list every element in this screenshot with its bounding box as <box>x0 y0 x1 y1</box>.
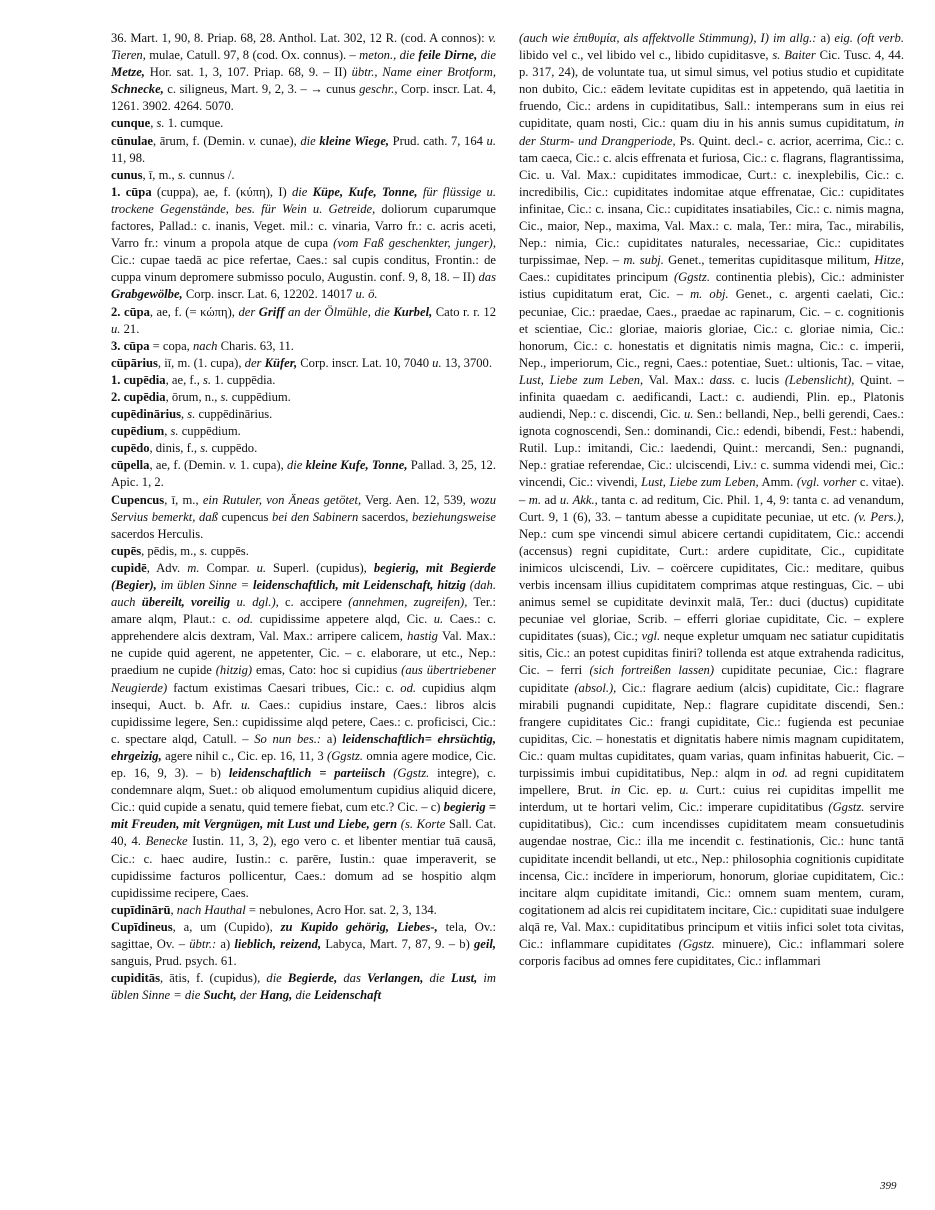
entry-gloss: die <box>300 133 320 148</box>
entry-gloss: (hitzig) <box>215 663 253 678</box>
entry-text: Compar. <box>199 560 257 575</box>
entry-gloss: (auch wie ἐπιθυμία, als affektvolle Stimmung), I) im allg.: <box>519 31 817 45</box>
dictionary-entry <box>111 560 496 902</box>
entry-text: tanta c. ad reditum, Cic. Phil. 1, 4, 9: tanta c. ad venandum, Curt. 9, 1 (6), 33. – tantum abesse a cupiditate pecuniae, ut etc. <box>519 492 904 524</box>
entry-gloss: die <box>286 458 306 473</box>
entry-text: , ōrum, n., <box>165 389 221 404</box>
entry-gloss: (dah. auch <box>111 578 496 610</box>
entry-gloss: Griff <box>258 304 285 319</box>
entry-gloss: für flüssige u. trockene Gegenstände, bes. für Wein u. Getreide, <box>111 184 497 216</box>
entry-gloss: u. <box>679 783 689 798</box>
entry-gloss: die <box>291 184 313 199</box>
entry-gloss: Leidenschaft <box>314 988 382 1003</box>
entry-text: cuppēdium. <box>228 389 291 404</box>
entry-gloss: ein Rutuler, von Äneas getötet, <box>202 492 362 507</box>
entry-gloss: v. <box>248 133 257 148</box>
entry-gloss: nach Hauthal <box>176 902 246 917</box>
entry-gloss: s. <box>156 116 165 131</box>
entry-text: Labyca, Mart. 7, 87, 9. – b) <box>321 936 474 951</box>
entry-text: , Adv. <box>146 560 188 575</box>
entry-gloss: leidenschaftlich = parteiisch <box>228 766 386 781</box>
entry-text: 1. cumque. <box>164 116 224 131</box>
dictionary-entry <box>111 184 496 304</box>
entry-gloss: Sucht, <box>203 988 237 1003</box>
entry-gloss: m. obj. <box>690 287 729 302</box>
entry-text: cupidius alqm insequi, Auct. b. Afr. <box>111 680 497 712</box>
entry-text: Caes.: c. apprehendere alcis dextram, Val. Max.: arripere calicem, <box>111 612 496 644</box>
entry-text: Hor. sat. 1, 3, 107. Priap. 68, 9. – II) <box>144 65 352 80</box>
entry-text: Cic. Tusc. 4, 44. p. 317, 24), de voluntate tua, ut simul simus, vel potius studio et cupiditate non dubito, Cic.: eādem levitate cupiditas est in appetendo, quā laetitia in fruendo, Cic.: ardens in cupiditatibus, Sall.: intemperans sum in eius rei cupiditate, quam nosti, Cic.: quam diu in his annis sumus cupiditatum, <box>519 48 904 131</box>
entry-text: = copa, <box>149 338 193 353</box>
entry-headword: Cupīdineus <box>111 919 173 934</box>
entry-gloss: kleine Wiege, <box>319 133 390 148</box>
entry-text: Verg. Aen. 12, 539, <box>361 492 471 507</box>
entry-text: Genet., temeritas cupiditasque militum, <box>663 253 875 268</box>
entry-gloss: Küpe, Kufe, Tonne, <box>312 184 418 199</box>
entry-gloss: die <box>292 988 315 1003</box>
entry-headword: cupēdium <box>111 424 165 439</box>
entry-gloss: Hitze, <box>874 253 904 268</box>
entry-gloss: s. <box>199 543 208 558</box>
entry-text: cunnus /. <box>185 167 235 182</box>
entry-text: Cic. ep. <box>620 783 680 798</box>
entry-gloss: Begierde, <box>287 971 338 986</box>
entry-text: Corp. inscr. Lat. 10, 7040 <box>297 355 433 370</box>
dictionary-entry <box>111 372 496 389</box>
entry-text: Iustin. 11, 3, 2), ego vero c. et libenter mentiar tuā causā, Cic.: c. haec audire, Iustin.: c. parēre, Iustin.: quae imperaverit, se cupidissime facturos pollicentur, Caes.: domum ad se hospitio alqm cupidissime recipere, Caes. <box>111 834 496 900</box>
entry-gloss: begierig, mit Begierde (Begier), <box>111 560 496 592</box>
entry-text: Cic.: flagrare aedium (alcis) cupiditate, Cic.: flagrare mirabili pugnandi cupiditate, Nep.: flagrare cupiditate discendi, Sen.: frangere cupiditates Cic.: frangi cupiditate, Cic.: fugienda est pecuniae cupiditas, Cic. – honestatis et dignitatis habere nimis magnam cupiditatem, Cic.: quam multas cupiditates, quam varias, quam infinitas habuerit, Cic. – turpissimis imbui cupiditatibus, Nep.: alqm in <box>519 680 904 781</box>
entry-text: Corp. inscr. Lat. 6, 12202. 14017 <box>182 287 356 302</box>
entry-text: (cuppa), ae, f. (κύπη), I) <box>151 184 292 199</box>
entry-text: mulae, Catull. 97, 8 (cod. Ox. connus). – <box>145 48 360 63</box>
entry-text: , ae, f. (Demin. <box>149 458 229 473</box>
entry-headword: cupiditās <box>111 971 160 986</box>
entry-headword: cunque <box>111 116 151 131</box>
entry-text: , ārum, f. (Demin. <box>153 133 249 148</box>
entry-gloss: (v. Pers.), <box>854 509 904 524</box>
entry-text: omnia agere modice, Cic. ep. 16, 9, 3). – b) <box>111 748 497 781</box>
entry-headword: Cupencus <box>111 492 165 507</box>
entry-headword: cupēs <box>111 543 142 558</box>
entry-gloss: od. <box>400 680 417 695</box>
entry-text: , <box>150 116 157 131</box>
entry-text: , dinis, f., <box>149 441 201 456</box>
entry-text: , ī, m., <box>142 167 178 182</box>
entry-text: Prud. cath. 7, 164 <box>389 133 487 148</box>
entry-gloss: die <box>423 971 452 986</box>
entry-text: tela, Ov.: sagittae, Ov. – <box>111 919 496 951</box>
entry-text: c. lucis <box>735 372 785 387</box>
entry-gloss: beziehungsweise <box>412 509 496 524</box>
entry-headword: 1. cūpa <box>111 184 152 199</box>
entry-text: 1. cupa), <box>236 458 287 473</box>
entry-text: cuppēdium. <box>178 424 241 439</box>
entry-text: doliorum cuparumque factores, Pallad.: c. inanis, Veget. mil.: c. vinaria, Varro fr.: c. acris aceti, Varro fr.: vinum a propola atque de cupa <box>111 201 496 251</box>
entry-text: cupencus <box>217 509 273 524</box>
entry-gloss: in der Sturm- und Drangperiode, <box>519 116 904 148</box>
entry-gloss: Benecke <box>145 834 188 849</box>
entry-headword: 1. cupēdia <box>111 372 166 387</box>
entry-gloss: m. <box>187 560 200 575</box>
entry-gloss: Kurbel, <box>393 304 433 319</box>
entry-gloss: m. subj. <box>623 253 664 268</box>
entry-gloss: (Ggstz. <box>678 936 715 951</box>
entry-text: minuere), Cic.: inflammari solere corporis facibus ad omnes fere cupiditates, Cic.: inflammari <box>519 936 905 969</box>
dictionary-entry <box>519 30 904 970</box>
entry-text: c. accipere <box>278 595 349 610</box>
entry-text: a) <box>816 31 835 45</box>
dictionary-entry <box>111 440 496 457</box>
entry-gloss: nach <box>192 338 218 353</box>
entry-gloss: s. <box>177 167 186 182</box>
entry-gloss: übtr., Name einer Brotform, <box>351 65 496 80</box>
entry-text: , <box>164 424 171 439</box>
entry-gloss: So nun bes.: <box>254 731 322 746</box>
entry-gloss: übereilt, voreilig <box>141 595 231 610</box>
entry-headword: cunus <box>111 167 143 182</box>
entry-gloss: s. <box>187 407 196 422</box>
entry-gloss: u. <box>486 133 496 148</box>
entry-gloss: (s. Korte <box>397 817 446 832</box>
dictionary-entry <box>111 492 496 543</box>
entry-gloss: (Ggstz. <box>673 270 710 285</box>
entry-text: Nep.: cum spe vincendi simul abicere certandi cupiditatem, Cic.: accendi (accensus) regni cupiditate, Curt.: ardere cupiditate, Cic., cupiditate inimicos ulciscendi, Liv. – coërcere cupiditates, Cic.: meditare, quibus verbis incensam illius cupiditatem comprimas atque restinguas, Cic. – ubi animus semel se cupiditate devinxit malā, Ter.: duci (ductus) cupiditate pecuniae vel gloriae, Scrib. – efferri gloriae cupiditate, Cic. – explere cupiditates (suas), Cic.; <box>519 526 904 644</box>
entry-gloss: die <box>266 971 288 986</box>
entry-gloss: (annehmen, zugreifen), <box>348 595 468 610</box>
entry-text: Cato r. r. 12 <box>432 304 497 319</box>
entry-gloss: Hang, <box>259 988 293 1003</box>
entry-text: cuppēdinārius. <box>195 407 273 422</box>
entry-text: , <box>181 407 188 422</box>
entry-gloss: Lust, <box>451 971 478 986</box>
dictionary-entry <box>111 133 496 167</box>
entry-gloss: im üblen Sinne = die <box>111 971 497 1003</box>
entry-gloss: u. <box>433 612 444 627</box>
entry-gloss: vgl. <box>641 629 661 644</box>
entry-text: Ps. Quint. decl.- c. acrior, acerrima, Cic.: c. tam caeca, Cic.: c. alcis effrenata et furiosa, Cic.: c. flagrans, flagrantissima, Cic. u. Val. Max.: cupiditates immodicae, Curt.: c. inexplebilis, Cic.: c. incredibilis, Cic.: cupiditates indomitae atque effrenatae, Cic.: cupiditates infinitae, Cic.: c. insana, Cic.: cupiditates insatiabiles, Cic.: c. nimis magna, Cic., maior, Nep., maxima, Val. Max.: c. mala, Ter.: mira, Tac., mirabilis, Nep.: nimia, Cic.: cupiditates naturales, necessariae, Cic.: cupiditates turpissimae, Nep. – <box>519 133 904 268</box>
entry-text: Genet., c. argenti caelati, Cic.: pecuniae, Cic.: praedae, Caes., praedae ac rapinarum, Cic. – c. cognitionis et scientiae, Cic.: gloriae, maioris gloriae, Cic.: c. gloriae nimia, Cic.: honorum, Cic.: c. honestatis et dignitatis nimis magna, Cic.: c. imperii, Nep., imperiorum, Cic., regni, Caes.: potentiae, Suet.: ultionis, Tac. – vitae, <box>519 287 904 370</box>
entry-gloss: Küfer, <box>264 355 298 370</box>
entry-text: , pēdis, m., <box>141 543 200 558</box>
entry-headword: cūnulae <box>111 133 153 148</box>
entry-gloss: dass. <box>709 372 736 387</box>
entry-text: cuppēdo. <box>208 441 258 456</box>
entry-gloss: im üblen Sinne = <box>156 578 253 592</box>
entry-text: , ae, f. (= κώπη), <box>149 304 239 319</box>
entry-gloss: (absol.), <box>574 680 617 695</box>
right-column <box>519 30 904 970</box>
dictionary-entry <box>111 389 496 406</box>
entry-headword: cupēdo <box>111 441 150 456</box>
entry-headword: 3. cūpa <box>111 338 150 353</box>
left-column <box>111 30 496 1004</box>
entry-text: , <box>170 902 177 917</box>
entry-gloss: das <box>478 270 496 285</box>
entry-text: agere nihil c., Cic. ep. 16, 11, 3 <box>161 748 328 763</box>
entry-text: Curt.: cuius rei cupiditas impellit me interdum, ut te hortari velim, Cic.: imperare cupiditatibus <box>519 783 904 815</box>
entry-gloss: s. <box>200 441 209 456</box>
entry-gloss: die <box>477 48 496 63</box>
entry-headword: 2. cupēdia <box>111 389 166 404</box>
dictionary-entry <box>111 457 496 491</box>
entry-text: servire cupiditatibus), Cic.: cum incendisses cupiditatem meam consuetudinis augendae nostrae, Cic.: illa me incendit c. festinationis, Cic.: hunc tantā cupiditate incendit bellandi, ut etc., Nep.: philosophia cognitionis cupiditate incensa, Cic.: incīdere in imperiorum, honorum, gloriae cupiditatem, Cic.: incitare alqm cupiditate imitandi, Cic.: omnem suam mentem, curam, cogitationem ad alcis rei cupiditatem incitare, Cic.: cupiditati suae indulgere alqā re, Val. Max.: cupiditatibus principum et vitiis infici solet tota civitas, Cic.: inflammare cupiditates <box>519 800 905 951</box>
dictionary-entry <box>111 167 496 184</box>
entry-gloss: Grabgewölbe, <box>111 287 183 302</box>
entry-text: Val. Max.: ne cupide quid agerent, ne appetenter, Cic. – c. elaborare, ut etc., Nep.: praedium ne cupide <box>111 629 496 678</box>
entry-text: Superl. (cupidus), <box>266 560 374 575</box>
entry-text: Pallad. 3, 25, 12. Apic. 1, 2. <box>111 458 496 490</box>
entry-gloss: an der Ölmühle, die <box>284 304 394 319</box>
dictionary-entry <box>111 543 496 560</box>
entry-text: 1. cuppēdia. <box>211 372 276 387</box>
entry-headword: cupīdinārū <box>111 902 171 917</box>
entry-gloss: s. <box>220 389 229 404</box>
entry-text: , a, um (Cupido), <box>172 919 281 934</box>
entry-text: , ae, f., <box>165 372 204 387</box>
entry-gloss: u. <box>240 697 251 712</box>
entry-text: 11, 98. <box>111 150 146 165</box>
entry-text: neque expletur umquam nec satiatur cupiditatis sitis, Cic.: an potest cupiditas finiri? tollenda est atque extrahenda radicitus, Cic. – ferri <box>519 629 904 678</box>
entry-headword: cūpārius <box>111 355 158 370</box>
entry-gloss: od. <box>772 766 788 781</box>
entry-gloss: u. <box>432 355 442 370</box>
entry-text: cupiditate pecuniae, Cic.: flagrare cupiditate <box>519 663 904 695</box>
entry-gloss: bei den Sabinern <box>272 509 359 524</box>
entry-gloss: s. <box>203 372 212 387</box>
entry-gloss: lieblich, reizend, <box>234 936 322 951</box>
entry-text: ad regni cupiditatem impellere, Brut. <box>519 766 904 798</box>
entry-gloss: zu Kupido gehörig, Liebes-, <box>280 919 438 934</box>
entry-gloss: Schnecke, <box>111 82 164 97</box>
entry-text: 21. <box>120 321 140 336</box>
entry-headword: 2. cūpa <box>111 304 150 319</box>
entry-gloss: hastig <box>407 629 438 644</box>
entry-text: Sall. Cat. 40, 4. <box>111 817 496 849</box>
entry-headword: cupēdinārius <box>111 407 181 422</box>
dictionary-entry <box>111 902 496 919</box>
entry-gloss: v. <box>228 458 237 473</box>
entry-gloss: od. <box>237 612 254 627</box>
entry-text: Caes.: cupidius instare, Caes.: libros alcis cupidissime legere, Sen.: cupidissime alqd petere, Caes.: c. proficisci, Cic.: c. spectare alqd, Catull. – <box>111 697 496 746</box>
entry-text: emas, Cato: hoc si cupidius <box>252 663 402 678</box>
dictionary-entry <box>111 338 496 355</box>
entry-gloss: u. ö. <box>355 287 378 302</box>
entry-gloss: u. dgl.), <box>230 595 279 610</box>
entry-gloss: s. <box>170 424 179 439</box>
entry-gloss: Metze, <box>111 65 145 80</box>
entry-gloss: m. <box>528 492 542 507</box>
entry-gloss: geil, <box>473 936 497 951</box>
entry-gloss: Lust, Liebe zum Leben, <box>519 372 644 387</box>
entry-headword: cupidē <box>111 560 147 575</box>
entry-text: continentia plebis), Cic.: administer istius cupiditatum erat, Cic. – <box>519 270 904 302</box>
dictionary-entry <box>111 304 496 338</box>
entry-text: , ātis, f. (cupidus), <box>160 971 267 986</box>
entry-gloss: geschr., <box>359 82 398 97</box>
entry-text: Amm. <box>758 475 797 490</box>
entry-text: sacerdos, <box>358 509 413 524</box>
dictionary-entry <box>111 423 496 440</box>
entry-gloss: feile Dirne, <box>418 48 478 63</box>
entry-gloss: begierig = mit Freuden, mit Vergnügen, mit Lust und Liebe, gern <box>111 800 497 832</box>
entry-text: a) <box>216 936 235 951</box>
entry-text: c. vitae). – <box>519 475 904 507</box>
entry-gloss: das <box>337 971 368 986</box>
entry-text: , iī, m. (1. cupa), <box>157 355 245 370</box>
entry-headword: cūpella <box>111 458 150 473</box>
dictionary-entry <box>111 115 496 132</box>
entry-text: , ī, m., <box>164 492 203 507</box>
entry-text: 13, 3700. <box>441 355 492 370</box>
entry-gloss: leidenschaftlich= ehrsüchtig, ehrgeizig, <box>111 731 496 763</box>
entry-gloss: übtr.: <box>189 936 217 951</box>
entry-gloss: eig. (oft verb. <box>834 31 904 45</box>
entry-gloss: (vom Faß geschenkter, junger), <box>333 236 496 251</box>
entry-gloss: der <box>236 988 260 1003</box>
entry-gloss: der <box>238 304 259 319</box>
entry-text: Corp. inscr. Lat. 4, 1261. 3902. 4264. 5070. <box>111 82 496 114</box>
entry-gloss: (aus übertriebener Neugierde) <box>111 663 496 695</box>
entry-text: Quint. – infinita quaedam c. aedificandi, Lact.: c. audiendi, Plin. ep., Platonis audiendi, Nep.: c. discendi, Cic. <box>519 372 904 422</box>
entry-text: a) <box>321 731 343 746</box>
entry-text: sacerdos Herculis. <box>111 526 204 541</box>
entry-text: ad <box>541 492 560 507</box>
entry-gloss: v. Tieren, <box>111 31 496 63</box>
entry-gloss: u. Akk., <box>559 492 598 507</box>
entry-text: Caes.: cupiditates principum <box>519 270 674 285</box>
dictionary-entry <box>111 30 496 115</box>
dictionary-entry <box>111 919 496 970</box>
entry-gloss: (Lebenslicht), <box>784 372 855 387</box>
entry-text: cuppēs. <box>207 543 249 558</box>
entry-text: libido vel c., vel libido vel c., libido cupiditasve, <box>519 48 773 63</box>
entry-gloss: in <box>610 783 621 798</box>
entry-gloss: (vgl. vorher <box>796 475 857 490</box>
dictionary-entry <box>111 970 496 1004</box>
entry-text: Val. Max.: <box>643 372 710 387</box>
entry-gloss: s. Baiter <box>772 48 816 63</box>
entry-gloss: (Ggstz. <box>327 748 364 763</box>
entry-gloss: Lust, Liebe zum Leben, <box>641 475 759 490</box>
entry-gloss: kleine Kufe, Tonne, <box>305 458 408 473</box>
entry-text: sanguis, Prud. psych. 61. <box>111 954 237 969</box>
entry-text: cunae), <box>256 133 301 148</box>
entry-text: Sen.: bellandi, Nep., belli gerendi, Caes.: ignota cognoscendi, Sen.: dominandi, Cic.: edendi, bibendi, Fest.: habendi, Rutil. Lup.: imitandi, Cic.: laedendi, Quint.: mercandi, Sen.: pugnandi, Nep.: gratiae referendae, Cic.: ulciscendi, Liv.: c. summa videndi mei, Cic.: vincendi, Cic.: vivendi, <box>519 407 904 490</box>
entry-gloss: u. <box>111 321 121 336</box>
entry-gloss: (Ggstz. <box>828 800 865 815</box>
entry-gloss: der <box>244 355 265 370</box>
entry-gloss: Verlangen, <box>367 971 424 986</box>
page-number: 399 <box>880 1180 897 1192</box>
entry-text: Charis. 63, 11. <box>217 338 294 353</box>
entry-gloss: (Ggstz. <box>385 766 430 781</box>
entry-text: integre), c. condemnare alqm, Suet.: ob aliquod emolumentum cupidius aliquid dicere, Cic.: quid cupide a senatu, quid temere fiebat, cum etc.? Cic. – c) <box>111 766 497 815</box>
entry-gloss: wozu Servius bemerkt, daß <box>111 492 496 524</box>
entry-text: 36. Mart. 1, 90, 8. Priap. 68, 28. Anthol. Lat. 302, 12 R. (cod. A connos): <box>111 31 489 45</box>
entry-gloss: leidenschaftlich, mit Leidenschaft, hitzig <box>252 578 466 592</box>
entry-text: Cic.: cupae taedā ac pice refertae, Caes.: sal cupis conditus, Frontin.: de cuppa vinum depromere submisso poculo, Augustin. conf. 9, 8, 18. – II) <box>111 253 496 285</box>
entry-gloss: (sich fortreißen lassen) <box>589 663 715 678</box>
entry-gloss: u. <box>256 560 267 575</box>
entry-gloss: meton., die <box>359 48 419 63</box>
entry-text: cupidissime appetere alqd, Cic. <box>253 612 434 627</box>
entry-text: c. siligneus, Mart. 9, 2, 3. – → cunus <box>163 82 360 97</box>
entry-gloss: u. <box>683 407 694 422</box>
dictionary-entry <box>111 406 496 423</box>
entry-text: factum existimas Caesari tribues, Cic.: c. <box>167 680 401 695</box>
entry-text: = nebulones, Acro Hor. sat. 2, 3, 134. <box>245 902 437 917</box>
dictionary-entry <box>111 355 496 372</box>
entry-text: Ter.: amare alqm, Plaut.: c. <box>111 595 496 627</box>
